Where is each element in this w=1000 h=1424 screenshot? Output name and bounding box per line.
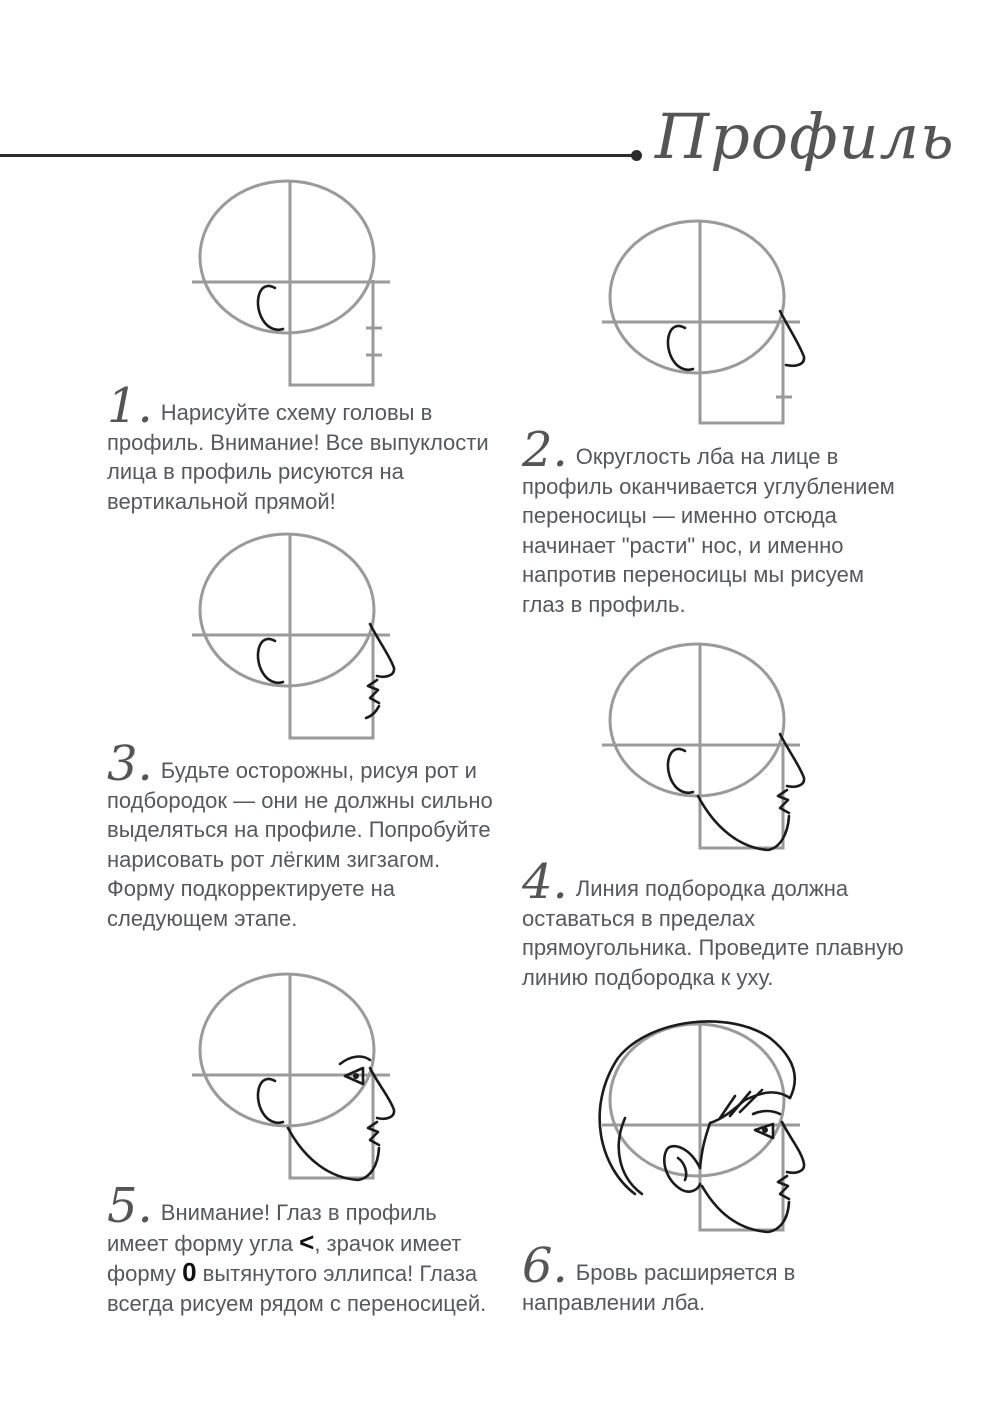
head-diagram-6 xyxy=(590,1018,820,1243)
head-diagram-1 xyxy=(180,175,410,395)
step-text: Округлость лба на лице в профиль оканчивается углублением переносицы — именно отсюда начинает "расти" нос, и именно напротив переносицы мы рисуем глаз в профиль. xyxy=(522,444,895,617)
step-number: 4. xyxy=(522,854,568,910)
head-diagram-4 xyxy=(590,638,820,858)
step-text: вытянутого эллипса! Глаза всегда рисуем рядом с переносицей. xyxy=(107,1261,487,1316)
head-diagram-5 xyxy=(180,968,410,1188)
step-text: Нарисуйте схему головы в профиль. Внимание! Все выпуклости лица в профиль рисуются на вертикальной прямой! xyxy=(107,400,489,514)
step-number: 5. xyxy=(107,1178,153,1234)
step-3 xyxy=(107,736,497,933)
step-4 xyxy=(522,854,912,992)
head-diagram-2 xyxy=(590,215,820,435)
step-text: Внимание! Глаз в профиль имеет форму угла xyxy=(107,1200,437,1256)
head-diagram-3 xyxy=(180,528,410,748)
step-number: 1. xyxy=(107,378,153,434)
step-1 xyxy=(107,378,497,516)
step-number: 6. xyxy=(522,1238,568,1294)
step-text: Линия подбородка должна оставаться в пределах прямоугольника. Проведите плавную линию подбородка к уху. xyxy=(522,876,904,990)
step-text: Будьте осторожны, рисуя рот и подбородок — они не должны сильно выделяться на профиле. Попробуйте нарисовать рот лёгким зигзагом. Форму подкорректируете на следующем этапе. xyxy=(107,758,493,931)
step-text: Бровь расширяется в направлении лба. xyxy=(522,1260,796,1315)
header-rule-dot xyxy=(631,150,642,161)
step-text: , зрачок имеет форму xyxy=(107,1230,462,1286)
ellipse-symbol: 0 xyxy=(182,1257,197,1287)
page-title: Профиль xyxy=(655,100,955,173)
step-6 xyxy=(522,1238,912,1317)
step-2 xyxy=(522,422,912,619)
step-number: 3. xyxy=(107,736,153,792)
step-number: 2. xyxy=(522,422,568,478)
angle-symbol: < xyxy=(299,1226,315,1257)
step-5 xyxy=(107,1178,497,1318)
header-rule xyxy=(0,154,636,157)
